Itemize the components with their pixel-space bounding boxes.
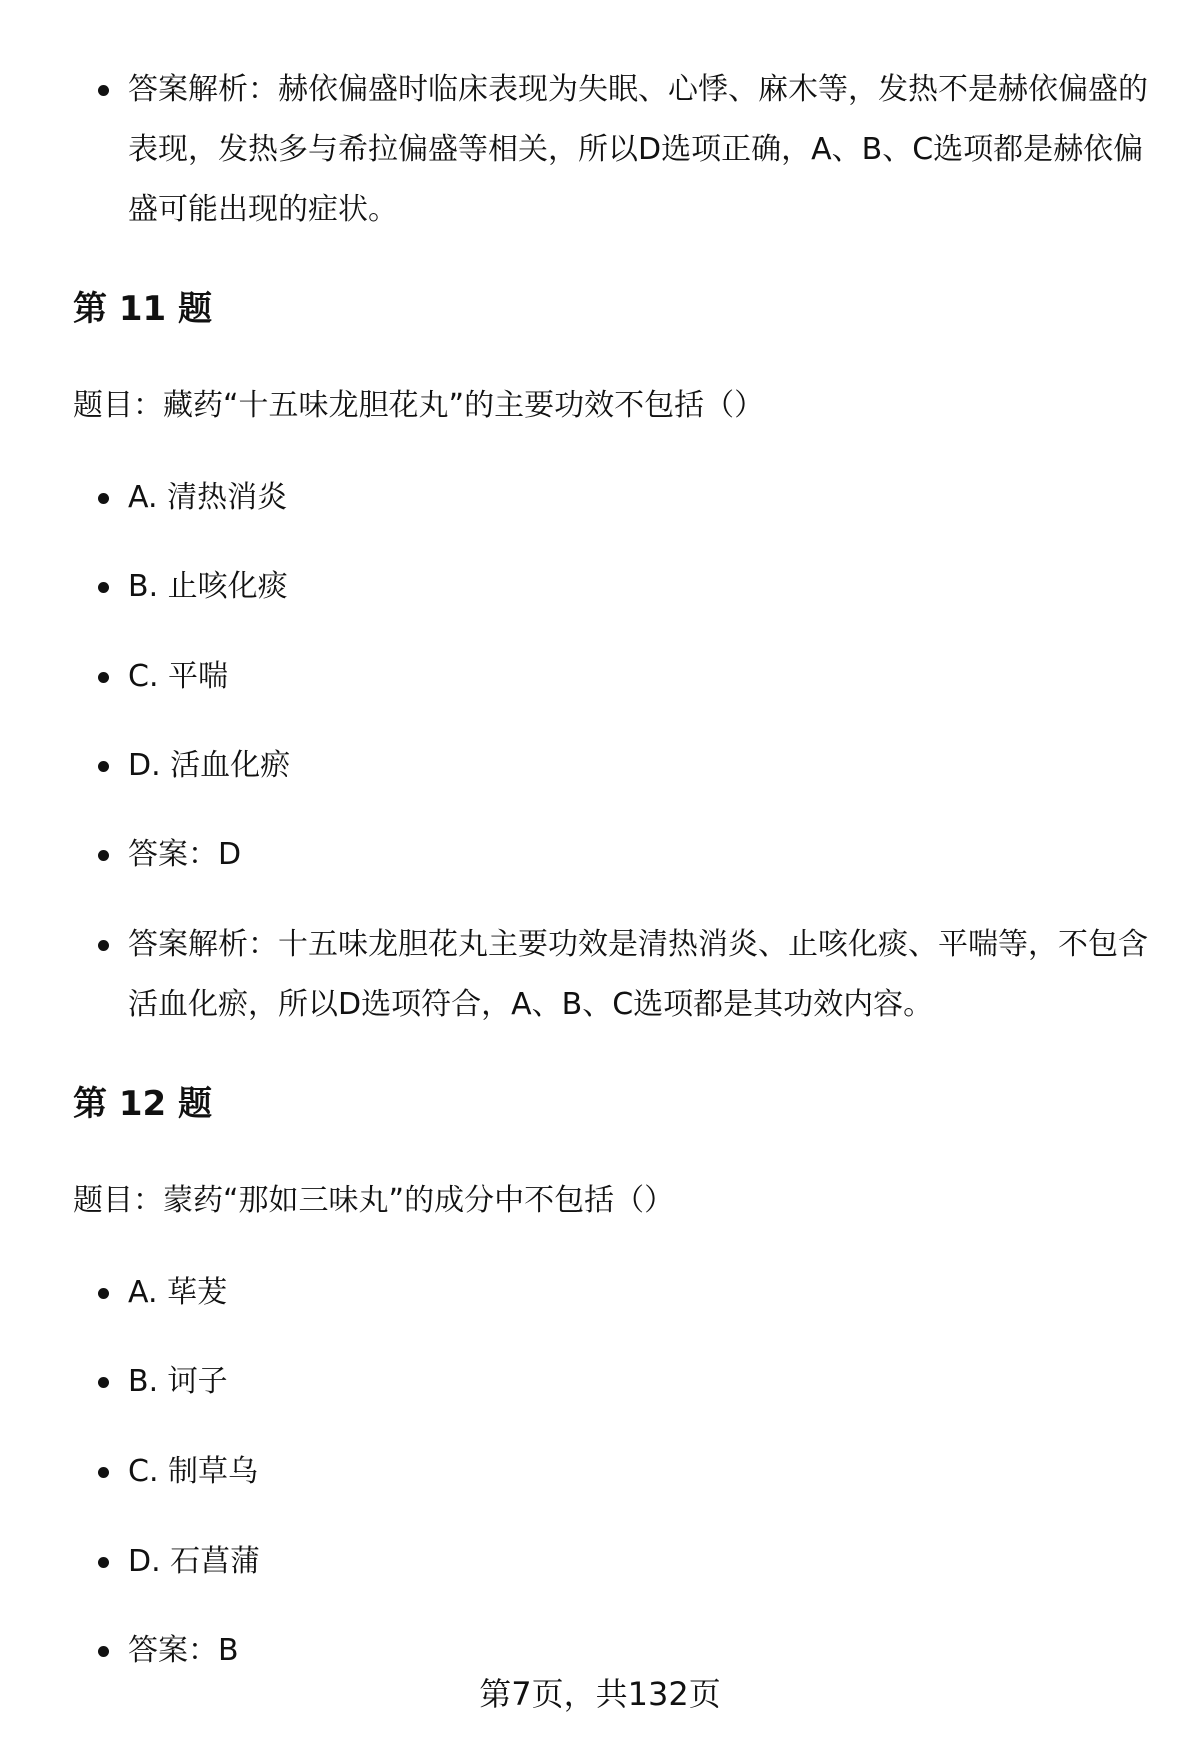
question-12-option-d: D. 石菖蒲 <box>128 1532 1148 1592</box>
question-12-heading: 第 12 题 <box>73 1084 212 1124</box>
question-12-option-b: B. 诃子 <box>128 1352 1148 1412</box>
question-12-text: 题目：蒙药“那如三味丸”的成分中不包括（） <box>73 1183 675 1218</box>
question-11-explanation: 答案解析：十五味龙胆花丸主要功效是清热消炎、止咳化痰、平喘等，不包含活血化瘀，所以D选项符合，A、B、C选项都是其功效内容。 <box>128 915 1148 1035</box>
question-11-answer: 答案：D <box>128 825 1148 885</box>
page-number-footer: 第7页，共132页 <box>479 1675 721 1713</box>
question-11-option-c: C. 平喘 <box>128 647 1148 707</box>
question-12-answer: 答案：B <box>128 1621 1148 1681</box>
prev-explanation: 答案解析：赫依偏盛时临床表现为失眠、心悸、麻木等，发热不是赫依偏盛的表现，发热多与希拉偏盛等相关，所以D选项正确，A、B、C选项都是赫依偏盛可能出现的症状。 <box>128 60 1148 240</box>
question-11-option-b: B. 止咳化痰 <box>128 557 1148 617</box>
question-11-heading: 第 11 题 <box>73 289 212 329</box>
question-12-option-a: A. 荜茇 <box>128 1263 1148 1323</box>
question-11-option-d: D. 活血化瘀 <box>128 736 1148 796</box>
question-11-option-a: A. 清热消炎 <box>128 468 1148 528</box>
question-12-option-c: C. 制草乌 <box>128 1442 1148 1502</box>
question-11-text: 题目：藏药“十五味龙胆花丸”的主要功效不包括（） <box>73 388 765 423</box>
